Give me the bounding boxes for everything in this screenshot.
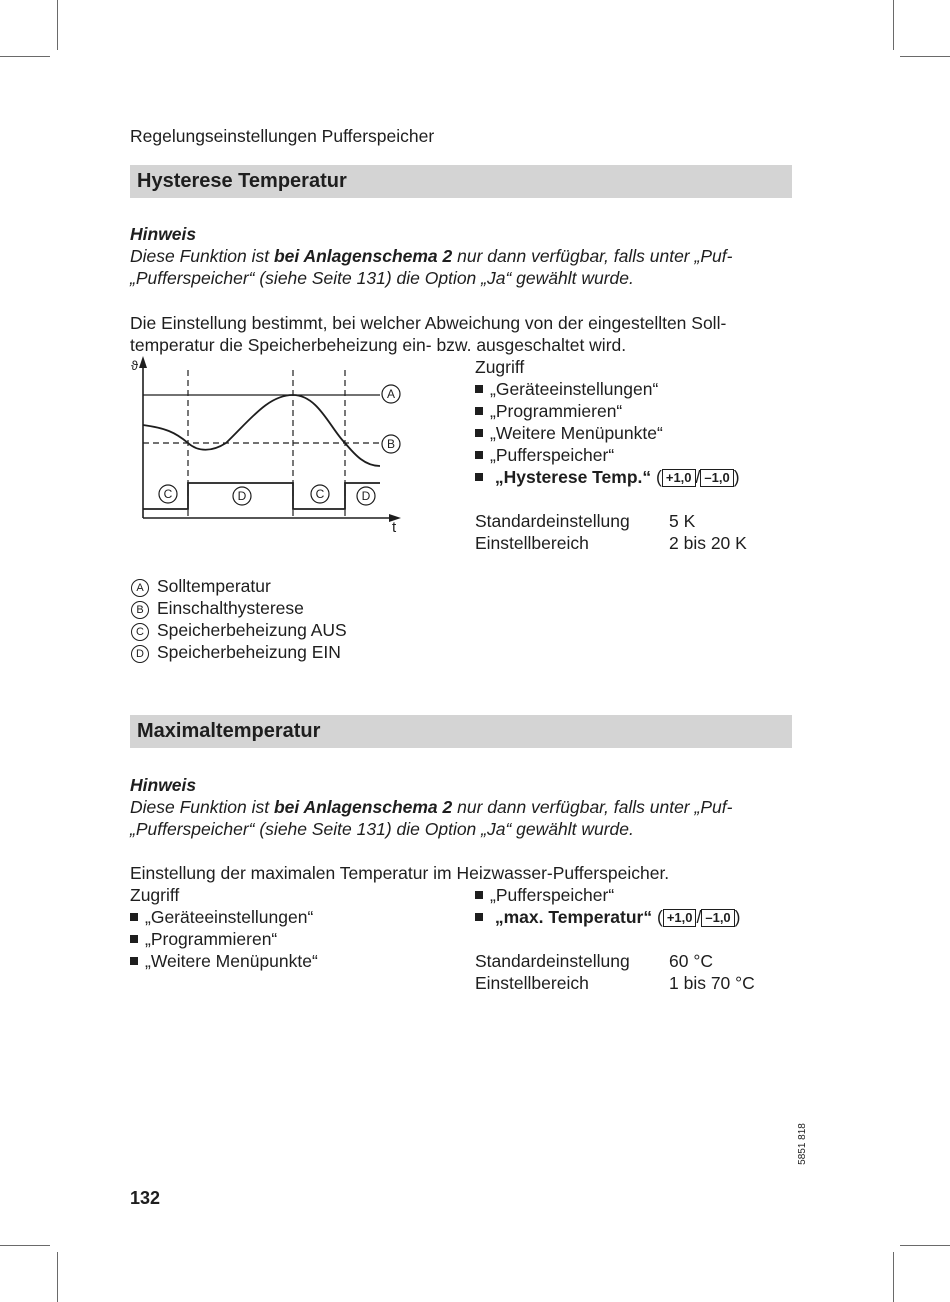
- legend-text: Solltemperatur: [157, 576, 271, 596]
- marker-d: D: [237, 489, 247, 503]
- x-axis-symbol: t: [392, 519, 397, 536]
- legend-item: [131, 597, 304, 619]
- note-text-line2: „Pufferspeicher“ (siehe Seite 131) die Option „Ja“ gewählt wurde.: [130, 268, 634, 288]
- menu-path-item: „Pufferspeicher“: [475, 444, 614, 466]
- description-line: Einstellung der maximalen Temperatur im Heizwasser-Pufferspeicher.: [130, 863, 670, 883]
- access-label: Zugriff: [130, 885, 180, 905]
- menu-path-item: „Weitere Menüpunkte“: [130, 950, 318, 972]
- section-title: Hysterese Temperatur: [137, 170, 347, 192]
- range-value: 2 bis 20 K: [669, 533, 747, 553]
- description-line: temperatur die Speicherbeheizung ein- bzw. ausgeschaltet wird.: [130, 335, 627, 355]
- note-text-pre: Diese Funktion ist: [130, 797, 274, 817]
- marker-b: B: [386, 437, 396, 451]
- description-line: Die Einstellung bestimmt, bei welcher Abweichung von der eingestellten Soll-: [130, 313, 727, 333]
- legend-key: C: [131, 623, 149, 641]
- menu-path-item: „Pufferspeicher“: [475, 884, 614, 906]
- heating-signal: [143, 483, 380, 509]
- plus-key: +1,0: [662, 469, 696, 487]
- menu-path-final-label: „max. Temperatur“: [494, 907, 653, 927]
- marker-a: A: [386, 387, 396, 401]
- standard-setting-row: [475, 510, 775, 532]
- standard-setting-label: Standardeinstellung: [475, 951, 630, 971]
- note-text-line2: „Pufferspeicher“ (siehe Seite 131) die Option „Ja“ gewählt wurde.: [130, 819, 634, 839]
- crop-mark: [0, 1245, 50, 1246]
- range-row: [475, 972, 775, 994]
- standard-setting-label: Standardeinstellung: [475, 511, 630, 531]
- section-title: Maximaltemperatur: [137, 720, 321, 742]
- menu-path-item: „Geräteeinstellungen“: [130, 906, 313, 928]
- note-text-post: nur dann verfügbar, falls unter „Puf-: [452, 797, 733, 817]
- running-header: Regelungseinstellungen Pufferspeicher: [130, 126, 435, 146]
- section-title-bar: [130, 165, 792, 198]
- hysteresis-diagram: [126, 354, 416, 539]
- minus-key: –1,0: [700, 469, 733, 487]
- access-label: Zugriff: [475, 357, 525, 377]
- legend-item: [131, 575, 271, 597]
- legend-text: Speicherbeheizung EIN: [157, 642, 341, 662]
- legend-item: [131, 641, 341, 663]
- note-text: [130, 796, 732, 818]
- legend-text: Einschalthysterese: [157, 598, 304, 618]
- crop-mark: [893, 0, 894, 50]
- marker-c: C: [163, 487, 173, 501]
- menu-path-item-final: „Hysterese Temp.“ ( +1,0 / –1,0 ): [475, 466, 740, 488]
- legend-text: Speicherbeheizung AUS: [157, 620, 347, 640]
- note-text-post: nur dann verfügbar, falls unter „Puf-: [452, 246, 733, 266]
- note-label: Hinweis: [130, 224, 197, 244]
- minus-key: –1,0: [701, 909, 734, 927]
- marker-c: C: [315, 487, 325, 501]
- range-label: Einstellbereich: [475, 533, 589, 553]
- legend-item: [131, 619, 347, 641]
- standard-setting-row: [475, 950, 775, 972]
- note-text-bold: bei Anlagenschema 2: [273, 246, 453, 266]
- standard-setting-value: 5 K: [669, 511, 696, 531]
- standard-setting-value: 60 °C: [669, 951, 713, 971]
- range-row: [475, 532, 775, 554]
- marker-d: D: [361, 489, 371, 503]
- note-text-bold: bei Anlagenschema 2: [273, 797, 453, 817]
- range-label: Einstellbereich: [475, 973, 589, 993]
- document-number: 5851 818: [797, 1123, 808, 1165]
- section-title-bar: [130, 715, 792, 748]
- menu-path-item: „Programmieren“: [475, 400, 622, 422]
- page-number: 132: [130, 1188, 161, 1208]
- crop-mark: [57, 0, 58, 50]
- menu-path-item: „Programmieren“: [130, 928, 277, 950]
- crop-mark: [0, 56, 50, 57]
- legend-key: B: [131, 601, 149, 619]
- crop-mark: [57, 1252, 58, 1302]
- range-value: 1 bis 70 °C: [669, 973, 755, 993]
- legend-key: A: [131, 579, 149, 597]
- crop-mark: [900, 56, 950, 57]
- menu-path-final-label: „Hysterese Temp.“: [494, 467, 652, 487]
- menu-path-item-final: „max. Temperatur“ ( +1,0 / –1,0 ): [475, 906, 741, 928]
- note-text-pre: Diese Funktion ist: [130, 246, 274, 266]
- note-label: Hinweis: [130, 775, 197, 795]
- y-axis-arrow: [139, 356, 147, 368]
- menu-path-item: „Geräteeinstellungen“: [475, 378, 658, 400]
- crop-mark: [900, 1245, 950, 1246]
- crop-mark: [893, 1252, 894, 1302]
- note-text: [130, 245, 732, 267]
- menu-path-item: „Weitere Menüpunkte“: [475, 422, 663, 444]
- plus-key: +1,0: [663, 909, 697, 927]
- legend-key: D: [131, 645, 149, 663]
- y-axis-symbol: ϑ: [131, 358, 139, 373]
